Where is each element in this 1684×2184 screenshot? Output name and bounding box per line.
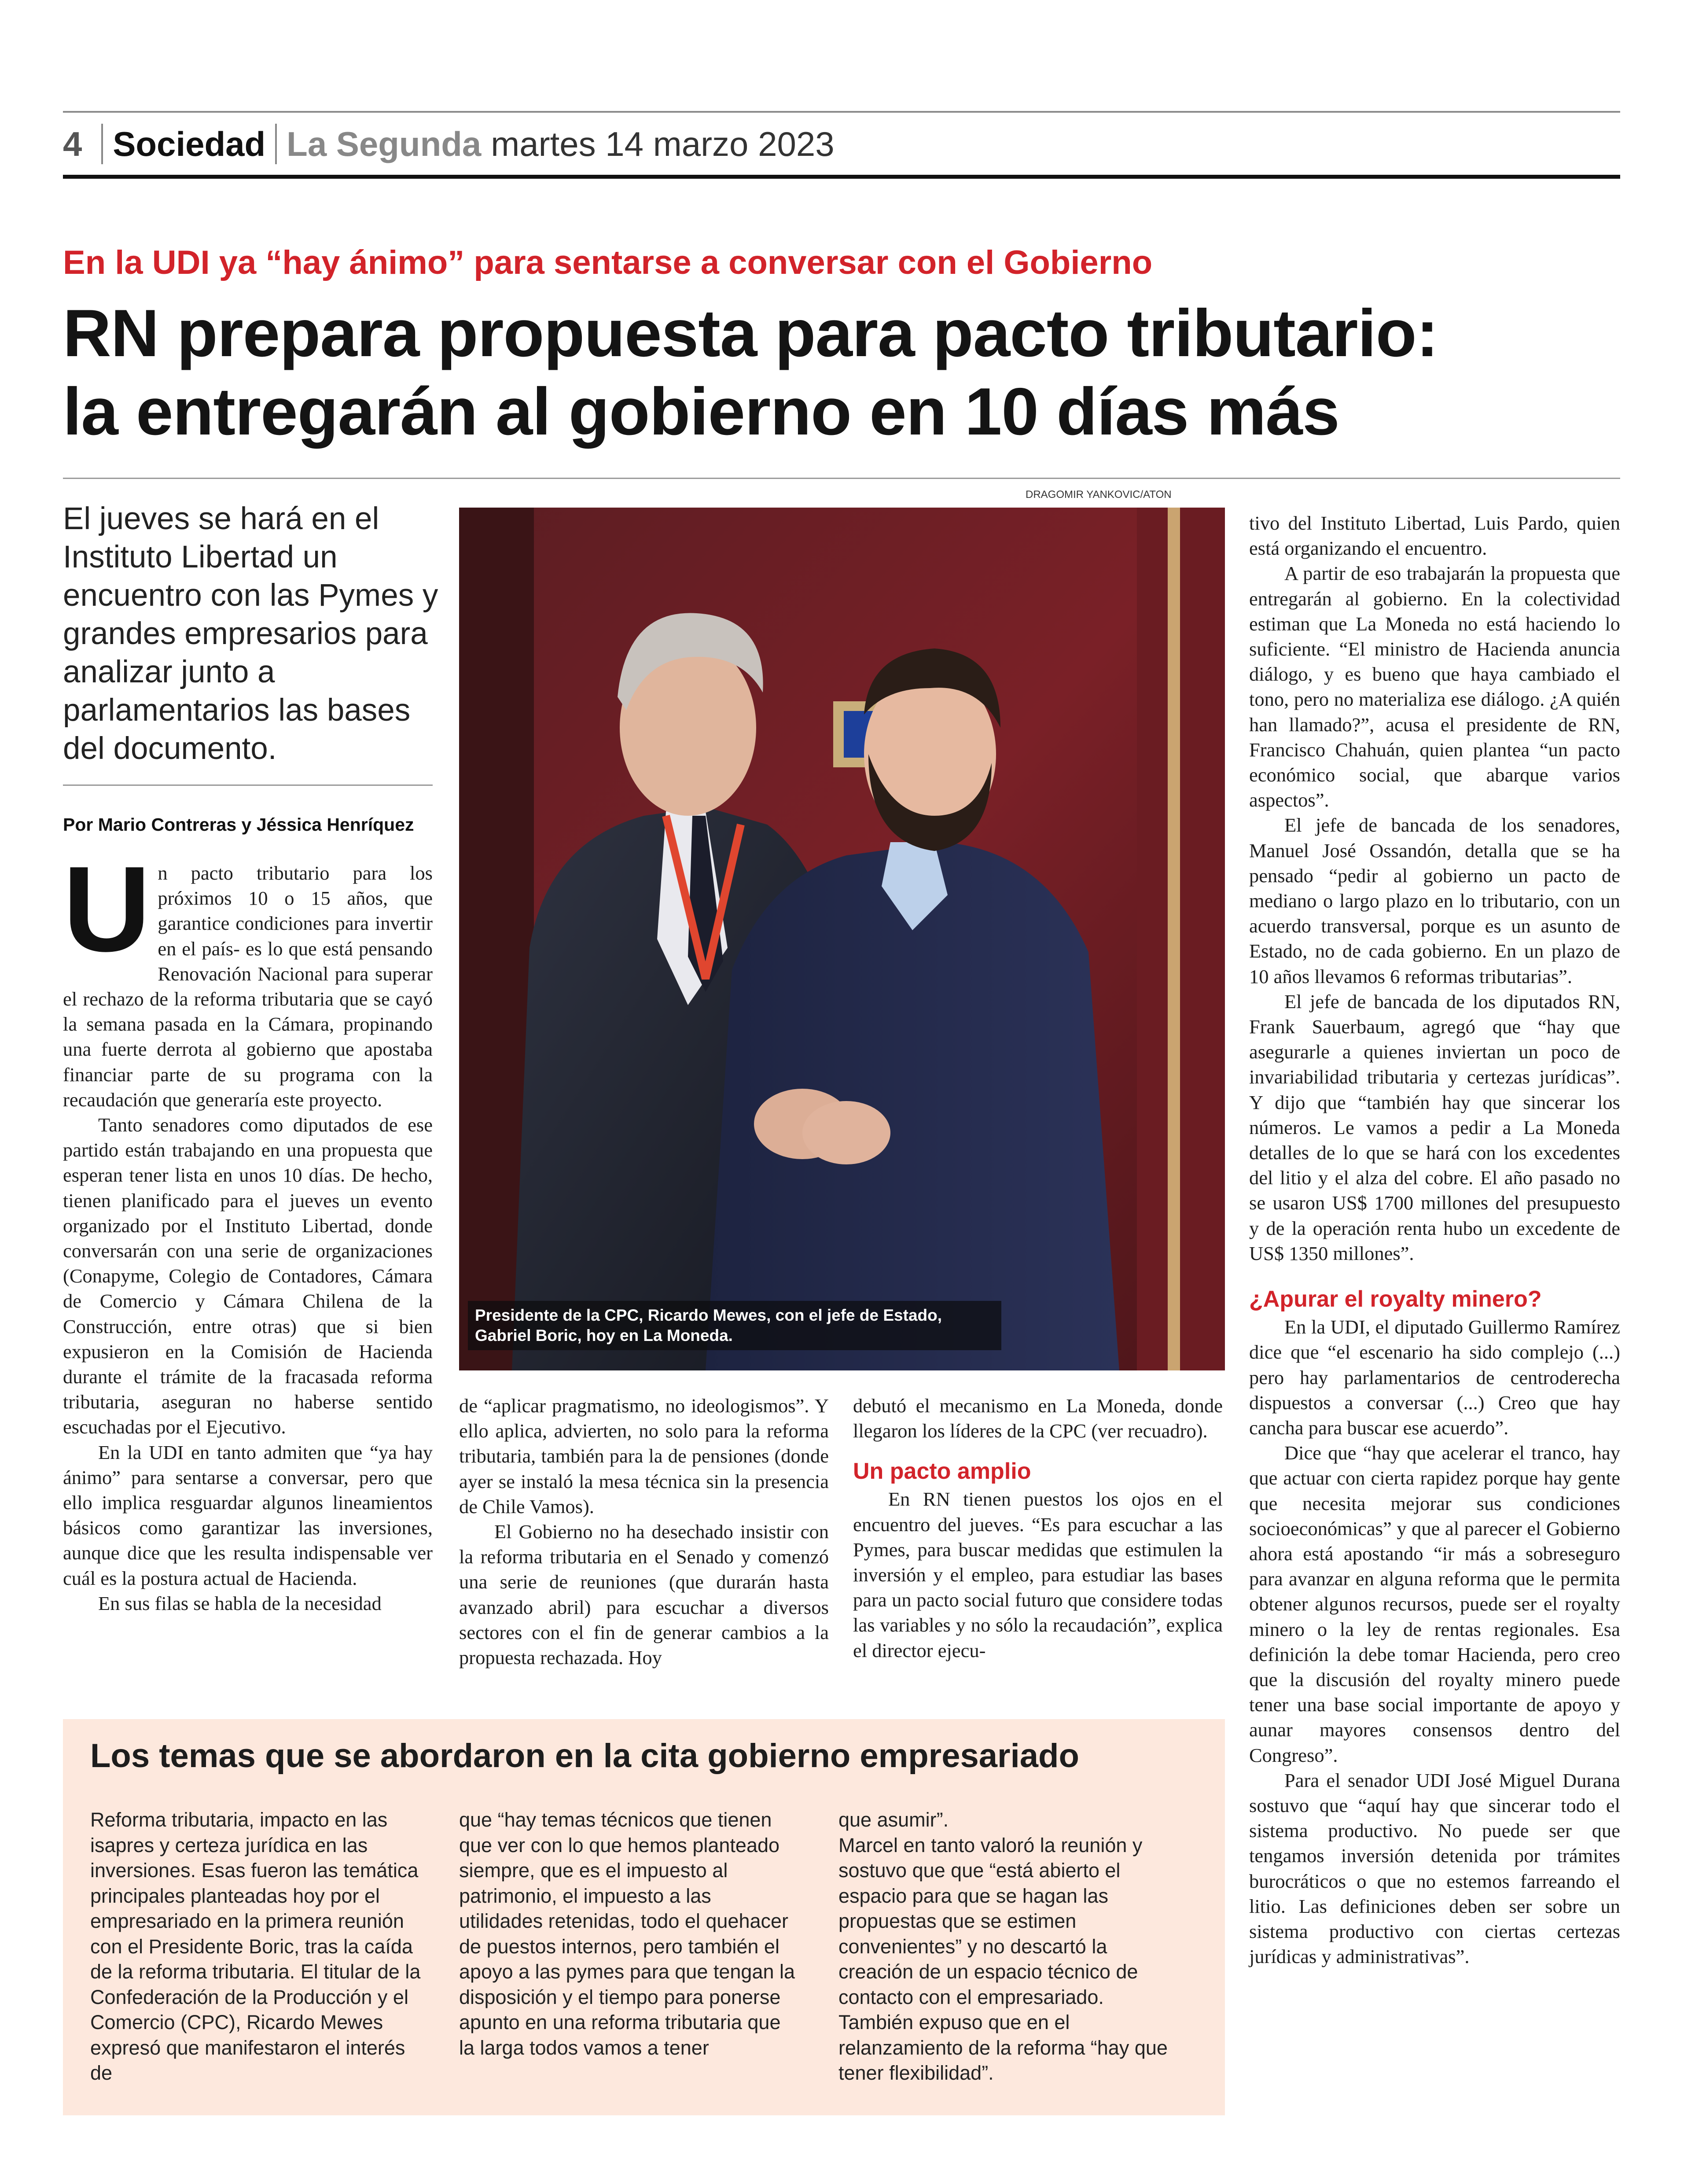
photo-illustration xyxy=(459,508,1225,1370)
photo-credit: DRAGOMIR YANKOVIC/ATON xyxy=(1026,489,1172,501)
headline-rule xyxy=(63,478,1620,479)
paragraph: tivo del Instituto Libertad, Luis Pardo, quien está organizando el encuentro. xyxy=(1249,512,1620,560)
masthead-divider xyxy=(275,124,277,164)
subhead-pacto-amplio: Un pacto amplio xyxy=(853,1458,1031,1484)
masthead xyxy=(63,115,835,173)
masthead-top-rule xyxy=(63,111,1620,113)
box-column-1 xyxy=(90,1807,425,2086)
byline: Por Mario Contreras y Jéssica Henríquez xyxy=(63,814,414,835)
paragraph: Tanto senadores como diputados de ese partido están trabajando en una propuesta que esperan tener lista en unos 10 días. De hecho, tienen planificado para el jueves un evento organizado por el Instituto Libertad, donde conversarán con una serie de organizaciones (Conapyme, Colegio de Contadores, Cámara de Comercio y Cámara Chilena de la Construcción, entre otras) que si bien expusieron en la Comisión de Hacienda durante el trámite de la fracasada reforma tributaria, aseguran no haberse sentido escuchadas por el Ejecutivo. xyxy=(63,1114,433,1438)
news-photo xyxy=(459,508,1225,1370)
issue-date: martes 14 marzo 2023 xyxy=(491,124,835,163)
body-column-4 xyxy=(1249,511,1620,1969)
box-column-3 xyxy=(838,1807,1177,2086)
masthead-bottom-rule xyxy=(63,175,1620,179)
photo-caption: Presidente de la CPC, Ricardo Mewes, con el jefe de Estado, Gabriel Boric, hoy en La Moneda. xyxy=(468,1301,1001,1350)
article-headline xyxy=(63,294,1612,451)
paragraph: El Gobierno no ha desechado insistir con la reforma tributaria en el Senado y comenzó una serie de reuniones (que durarán hasta avanzado abril) para escuchar a diversos sectores con el fin de generar cambios a la propuesta rechazada. Hoy xyxy=(459,1521,829,1669)
headline-line-1: RN prepara propuesta para pacto tributario: xyxy=(63,296,1438,371)
drop-cap: U xyxy=(63,841,151,977)
box-paragraph: que “hay temas técnicos que tienen que ver con lo que hemos planteado siempre, que es el impuesto al patrimonio, el impuesto a las utilidades retenidas, todo el quehacer de puestos internos, pero también el apoyo a las pymes para que tengan la disposición y el tiempo para ponerse apunto en una reforma tributaria que la larga todos vamos a tener xyxy=(459,1808,795,2059)
masthead-divider xyxy=(101,124,103,164)
box-paragraph: que asumir”. xyxy=(838,1808,949,1831)
box-paragraph: Marcel en tanto valoró la reunión y sostuvo que que “está abierto el espacio para que se hagan las propuestas que se estimen convenientes” y no descartó la creación de un espacio técnico de contacto con el empresariado. También expuso que en el relanzamiento de la reforma “hay que tener flexibilidad”. xyxy=(838,1834,1168,2084)
headline-line-2: la entregarán al gobierno en 10 días más xyxy=(63,374,1339,449)
paragraph: El jefe de bancada de los diputados RN, Frank Sauerbaum, agregó que “hay que asegurarle a quienes inviertan un poco de invariabilidad tributaria y certezas jurídicas”. Y dijo que “también hay que sincerar los números. Le vamos a pedir a La Moneda detalles de lo que se hará con los excedentes del litio y el alza del cobre. El año pasado no se usaron US$ 1700 millones del presupuesto y de la operación renta hubo un excedente de US$ 1350 millones”. xyxy=(1249,990,1620,1264)
paragraph: debutó el mecanismo en La Moneda, donde llegaron los líderes de la CPC (ver recuadro). xyxy=(853,1395,1223,1442)
page-number: 4 xyxy=(63,124,82,163)
paragraph: En la UDI, el diputado Guillermo Ramírez dice que “el escenario ha sido complejo (...) pero hay parlamentarios de centroderecha dispuestos a conversar (...) Creo que hay cancha para buscar ese acuerdo”. xyxy=(1249,1316,1620,1439)
subhead-royalty-minero: ¿Apurar el royalty minero? xyxy=(1249,1286,1542,1312)
body-column-3 xyxy=(853,1393,1223,1663)
dek-rule xyxy=(63,784,433,786)
article-kicker: En la UDI ya “hay ánimo” para sentarse a conversar con el Gobierno xyxy=(63,244,1153,281)
section-name: Sociedad xyxy=(113,124,266,163)
body-column-2 xyxy=(459,1393,829,1670)
paragraph: En la UDI en tanto admiten que “ya hay ánimo” para sentarse a conversar, pero que ello implica resguardar algunos lineamientos básicos como garantizar las inversiones, aunque dice que les resulta indispensable ver cuál es la postura actual de Hacienda. xyxy=(63,1441,433,1589)
newspaper-name: La Segunda xyxy=(287,124,482,163)
box-column-2 xyxy=(459,1807,798,2060)
article-dek: El jueves se hará en el Instituto Libertad un encuentro con las Pymes y grandes empresarios para analizar junto a parlamentarios las bases del documento. xyxy=(63,501,438,766)
sidebar-box-title: Los temas que se abordaron en la cita gobierno empresariado xyxy=(90,1737,1079,1775)
box-paragraph: Reforma tributaria, impacto en las isapres y certeza jurídica en las inversiones. Esas fueron las temática principales planteadas hoy por el empresariado en la primera reunión con el Presidente Boric, tras la caída de la reforma tributaria. El titular de la Confederación de la Producción y el Comercio (CPC), Ricardo Mewes expresó que manifestaron el interés de xyxy=(90,1808,421,2084)
paragraph: Para el senador UDI José Miguel Durana sostuvo que “aquí hay que sincerar todo el sistema productivo. No puede ser que tengamos inversión detenida por trámites burocráticos o que no estemos farreando el litio. Las definiciones deben ser sobre un sistema productivo con ciertas certezas jurídicas y administrativas”. xyxy=(1249,1769,1620,1968)
paragraph: A partir de eso trabajarán la propuesta que entregarán al gobierno. En la colectividad estiman que La Moneda no está haciendo lo suficiente. “El ministro de Hacienda anuncia diálogo, y es bueno que haya cambiado el tono, pero no materializa ese diálogo. ¿A quién han llamado?”, acusa el presidente de RN, Francisco Chahuán, quien plantea “un pacto económico social, que abarque varios aspectos”. xyxy=(1249,562,1620,811)
paragraph: En RN tienen puestos los ojos en el encuentro del jueves. “Es para escuchar a las Pymes, para buscar medidas que estimulen la inversión y el empleo, para estudiar las bases para un pacto social futuro que considere todas las variables y no sólo la recaudación”, explica el director ejecu- xyxy=(853,1488,1223,1661)
paragraph: El jefe de bancada de los senadores, Manuel José Ossandón, detalla que se ha pensado “pedir al gobierno un pacto de mediano o largo plazo en lo tributario, con un acuerdo transversal, porque es un asunto de Estado, no de cada gobierno. En un plazo de 10 años llevamos 6 reformas tributarias”. xyxy=(1249,814,1620,987)
body-column-1 xyxy=(63,841,433,1616)
paragraph: En sus filas se habla de la necesidad xyxy=(98,1592,382,1614)
paragraph: Dice que “hay que acelerar el tranco, hay que actuar con cierta rapidez porque hay gente que necesita mejorar sus condiciones socioeconómicas” y que al parecer el Gobierno ahora está apostando “ir más a sobreseguro para avanzar en alguna reforma que le permita obtener algunos recursos, puede ser el royalty minero o la ley de rentas regionales. Esa definición la debe tomar Hacienda, pero creo que la discusión del royalty minero puede tener una base social importante de apoyo y aunar mayores consensos dentro del Congreso”. xyxy=(1249,1442,1620,1766)
paragraph: Un pacto tributario para los próximos 10 o 15 años, que garantice condiciones para invertir en el país- es lo que está pensando Renovación Nacional para superar el rechazo de la reforma tributaria que se cayó la semana pasada en la Cámara, propinando una fuerte derrota al gobierno que apostaba financiar parte de su programa con la recaudación que generaría este proyecto. xyxy=(63,841,433,1111)
paragraph: de “aplicar pragmatismo, no ideologismos”. Y ello aplica, advierten, no solo para la reforma tributaria, también para la de pensiones (donde ayer se instaló la mesa técnica sin la presencia de Chile Vamos). xyxy=(459,1395,829,1517)
